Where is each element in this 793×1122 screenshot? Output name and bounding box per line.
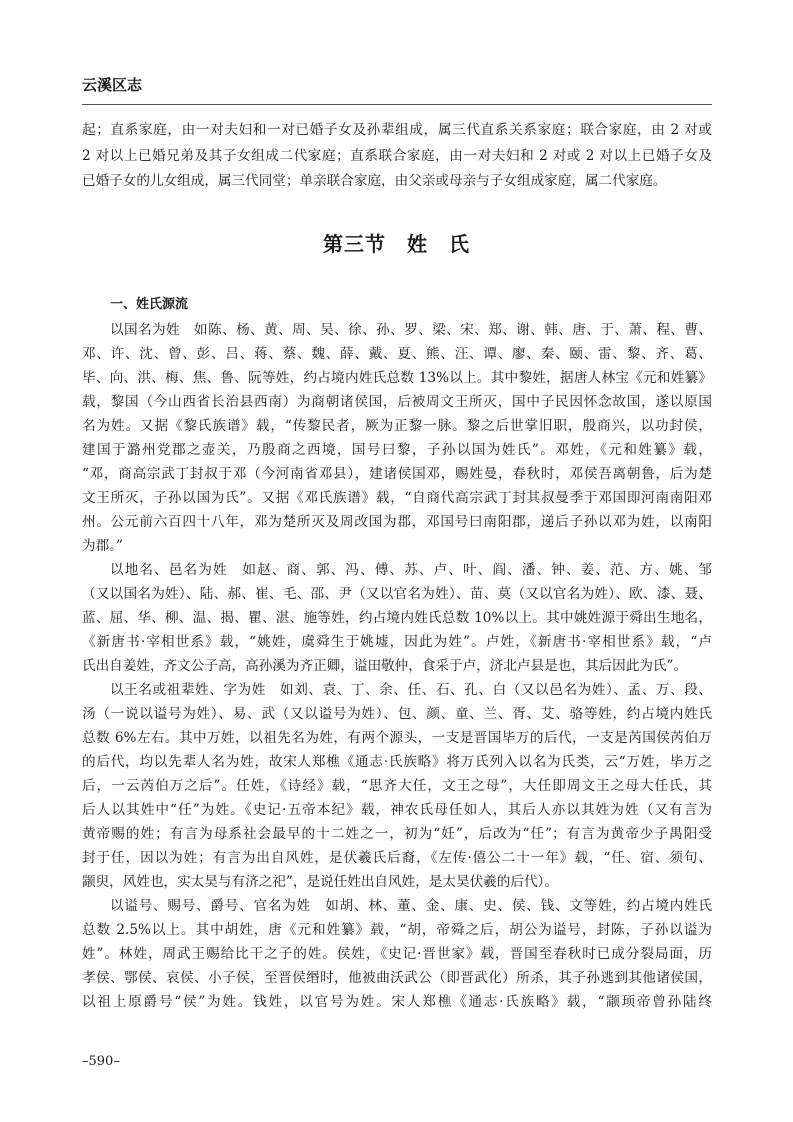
paragraph — [82, 678, 712, 894]
text-line: 起；直系家庭，由一对夫妇和一对已婚子女及孙辈组成，属三代直系关系家庭；联合家庭，由 2 对或 — [82, 122, 712, 138]
text-line: 总数 6%左右。其中万姓，以祖先名为姓，有两个源头，一支是晋国毕万的后代，一支是芮国侯芮伯万 — [82, 730, 712, 746]
text-line: 孝侯、鄂侯、哀侯、小子侯，至晋侯缗时，他被曲沃武公（即晋武化）所杀，其子孙逃到其他诸侯国， — [82, 970, 712, 986]
text-line: 汤（一说以谥号为姓）、易、武（又以谥号为姓）、包、颜、童、兰、胥、艾、骆等姓，约占境内姓氏 — [82, 706, 712, 722]
text-line: 以谥号、赐号、爵号、官名为姓 如胡、林、董、金、康、史、侯、钱、文等姓，约占境内姓氏 — [110, 898, 712, 914]
text-line: 黄帝赐的姓；有言为母系社会最早的十二姓之一，初为“妊”，后改为“任”；有言为黄帝少子禺阳受 — [82, 826, 712, 842]
paragraph-family-types — [82, 118, 712, 195]
text-line: 文王所灭，子孙以国为氏”。又据《邓氏族谱》载，“自商代高宗武丁封其叔曼季于邓国即河南南阳邓 — [82, 490, 712, 506]
text-line: 毕、向、洪、梅、焦、鲁、阮等姓，约占境内姓氏总数 13%以上。其中黎姓，据唐人林宝《元和姓纂》 — [82, 370, 712, 386]
text-line: 总数 2.5%以上。其中胡姓，唐《元和姓纂》载，“胡，帝舜之后，胡公为谥号，封陈，子孙以谥为 — [82, 922, 712, 938]
text-line: 以地名、邑名为姓 如赵、商、郭、冯、傅、苏、卢、叶、阎、潘、钟、姜、范、方、姚、邹 — [110, 562, 712, 578]
text-line: 以国名为姓 如陈、杨、黄、周、吴、徐、孙、罗、梁、宋、郑、谢、韩、唐、于、萧、程、曹、 — [110, 322, 712, 338]
text-line: 州。公元前六百四十八年，邓为楚所灭及周改国为郡，邓国号曰南阳郡，递后子孙以邓为姓，以南阳 — [82, 514, 712, 530]
text-line: “邓，商高宗武丁封叔于邓（今河南省邓县），建诸侯国邓，赐姓曼，春秋时，邓侯吾离朝鲁，后为楚 — [82, 466, 712, 482]
text-line: 后人以其姓中“任”为姓。《史记·五帝本纪》载，神农氏母任如人，其后人亦以其姓为姓（又有言为 — [82, 802, 712, 818]
text-line: 氏出自姜姓，齐文公子高，高孙溪为齐正卿，谥田敬仲，食采于卢，济北卢县是也，其后因此为氏”。 — [82, 658, 688, 674]
text-line: （又以国名为姓）、陆、郝、崔、毛、邵、尹（又以官名为姓）、苗、莫（又以官名为姓）、欧、漆、聂、 — [82, 586, 712, 602]
text-line: 2 对以上已婚兄弟及其子女组成二代家庭；直系联合家庭，由一对夫妇和 2 对或 2 对以上已婚子女及 — [82, 147, 712, 164]
text-line: 邓、许、沈、曾、彭、吕、蒋、蔡、魏、薛、戴、夏、熊、汪、谭、廖、秦、颐、雷、黎、齐、葛、 — [82, 346, 712, 362]
text-line: 颛臾，风姓也，实太昊与有济之祀”，是说任姓出自风姓，是太昊伏羲的后代）。 — [82, 874, 558, 890]
text-line: 的后代，均以先辈人名为姓，故宋人郑樵《通志·氏族略》将万氏列入以名为氏类，云“万姓，毕万之 — [82, 754, 712, 770]
subheading: 一、姓氏源流 — [110, 297, 189, 312]
text-line: 为郡。” — [82, 538, 123, 554]
surname-origins-body — [82, 318, 712, 1014]
text-line: 《新唐书·宰相世系》载，“姚姓，虞舜生于姚墟，因此为姓”。卢姓，《新唐书·宰相世系》载，“卢 — [82, 634, 712, 650]
text-line: 已婚子女的儿女组成，属三代同堂；单亲联合家庭，由父亲或母亲与子女组成家庭，属二代家庭。 — [82, 173, 667, 189]
text-line: 建国于潞州党郡之壶关，乃殷商之西境，国号曰黎，子孙以国为姓氏”。邓姓，《元和姓纂》载， — [82, 442, 712, 458]
text-line: 蓝、屈、华、柳、温、揭、瞿、湛、施等姓，约占境内姓氏总数 10%以上。其中姚姓源于舜出生地名， — [82, 610, 712, 626]
text-line: 名为姓。又据《黎氏族谱》载，“传黎民者，厥为正黎一脉。黎之后世掌旧职，殷商兴，以功封侯， — [82, 418, 712, 434]
paragraph — [82, 558, 712, 678]
paragraph — [82, 894, 712, 1014]
text-line: 封于任，因以为姓；有言为出自风姓，是伏羲氏后裔，《左传·僖公二十一年》载，“任、宿、须句、 — [82, 850, 712, 866]
text-line: 以祖上原爵号“侯”为姓。钱姓，以官号为姓。宋人郑樵《通志·氏族略》载，“颛顼帝曾孙陆终 — [82, 994, 712, 1010]
running-header: 云溪区志 — [82, 76, 143, 94]
text-line: 载，黎国（今山西省长治县西南）为商朝诸侯国，后被周文王所灭，国中子民因怀念故国，遂以原国 — [82, 394, 712, 410]
section-title: 第三节 姓 氏 — [323, 232, 470, 256]
text-line: 以王名或祖辈姓、字为姓 如刘、袁、丁、余、任、石、孔、白（又以邑名为姓）、孟、万、段、 — [110, 682, 712, 698]
text-line: 姓”。林姓，周武王赐给比干之子的姓。侯姓，《史记·晋世家》载，晋国至春秋时已成分裂局面，历 — [82, 946, 712, 962]
text-line: 后，一云芮伯万之后”。任姓，《诗经》载，“思齐大任，文王之母”，大任即周文王之母大任氏，其 — [82, 778, 712, 794]
header-rule — [82, 104, 712, 105]
page-number: –590– — [82, 1054, 120, 1069]
paragraph — [82, 318, 712, 558]
